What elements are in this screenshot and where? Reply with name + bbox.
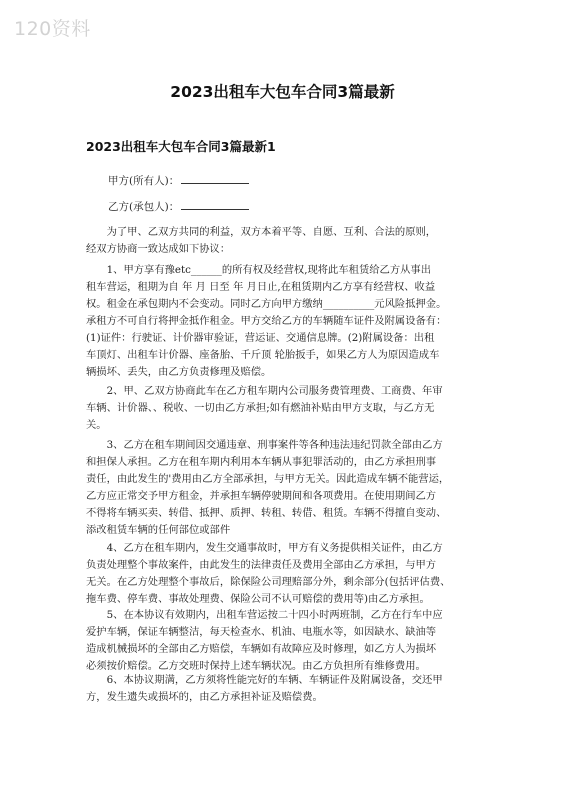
paragraph-line: 4、乙方在租车期内，发生交通事故时，甲方有义务提供相关证件，由乙方 — [86, 542, 443, 554]
paragraph-line: 不得将车辆买卖、转借、抵押、质押、转租、转借、租赁。车辆不得擅自变动、 — [86, 507, 447, 519]
paragraph-clause-6 — [86, 672, 480, 706]
party-b-blank — [181, 199, 249, 210]
paragraph-line: 权。租金在承包期内不会变动。同时乙方向甲方缴纳__________元风险抵押金。 — [86, 298, 447, 310]
paragraph-line: 1、甲方享有豫etc______的所有权及经营权,现将此车租赁给乙方从事出 — [86, 264, 432, 276]
paragraph-line: 爱护车辆，保证车辆整洁，每天检查水、机油、电瓶水等，如因缺水、缺油等 — [86, 626, 437, 638]
party-b-line — [108, 199, 249, 214]
paragraph-line: 拖车费、停车费、事故处理费、保险公司不认可赔偿的费用等)由乙方承担。 — [86, 593, 430, 605]
paragraph-line: 辆损坏、丢失，由乙方负责修理及赔偿。 — [86, 366, 272, 378]
paragraph-line: 6、本协议期满，乙方须将性能完好的车辆、车辆证件及附属设备，交还甲 — [86, 674, 443, 686]
paragraph-clause-1 — [86, 262, 480, 381]
paragraph-line: 无关。在乙方处理整个事故后，除保险公司理赔部分外，剩余部分(包括评估费、 — [86, 576, 451, 588]
paragraph-line: 必须按价赔偿。乙方交班时保持上述车辆状况。由乙方负担所有维修费用。 — [86, 660, 426, 672]
paragraph-line: 车辆、计价器、、税收、一切由乙方承担;如有燃油补贴由甲方支取，与乙方无 — [86, 402, 435, 414]
paragraph-line: (1)证件：行驶证、计价器审验证，营运证、交通信息牌。(2)附属设备：出租 — [86, 332, 435, 344]
paragraph-intro — [86, 224, 480, 258]
paragraph-line: 承租方不可自行将押金抵作租金。甲方交给乙方的车辆随车证件及附属设备有： — [86, 315, 447, 327]
paragraph-clause-2 — [86, 383, 480, 434]
paragraph-line: 责任，由此发生的'费用由乙方全部承担，与甲方无关。因此造成车辆不能营运， — [86, 473, 450, 485]
paragraph-line: 租车营运，租期为自 年 月 日至 年 月日止,在租赁期内乙方享有经营权、收益 — [86, 281, 436, 293]
section-title: 2023出租车大包车合同3篇最新1 — [86, 139, 276, 154]
paragraph-line: 3、乙方在租车期间因交通违章、刑事案件等各种违法违纪罚款全部由乙方 — [86, 439, 443, 451]
watermark-logo: 120资料 — [14, 18, 91, 40]
paragraph-line: 5、在本协议有效期内，出租车营运按二十四小时两班制，乙方在行车中应 — [86, 609, 443, 621]
paragraph-line: 2、甲、乙双方协商此车在乙方租车期内公司服务费管理费、工商费、年审 — [86, 385, 443, 397]
party-a-blank — [181, 173, 249, 184]
paragraph-line: 方，发生遗失或损坏的，由乙方承担补证及赔偿费。 — [86, 691, 323, 703]
paragraph-line: 车顶灯、出租车计价器、座备胎、千斤顶 轮胎扳手，如果乙方人为原因造成车 — [86, 349, 440, 361]
paragraph-line: 关。 — [86, 419, 107, 431]
paragraph-line: 负责处理整个事故案件，由此发生的法律责任及费用全部由乙方承担，与甲方 — [86, 559, 437, 571]
paragraph-line: 经双方协商一致达成如下协议： — [86, 243, 231, 255]
party-b-label: 乙方(承包人)： — [108, 201, 180, 213]
paragraph-clause-4 — [86, 540, 480, 608]
paragraph-line: 乙方应正常交予甲方租金，并承担车辆停驶期间和各项费用。在使用期间乙方 — [86, 490, 437, 502]
paragraph-clause-5 — [86, 607, 480, 675]
party-a-label: 甲方(所有人)： — [108, 175, 180, 187]
document-title: 2023出租车大包车合同3篇最新 — [170, 83, 395, 101]
paragraph-line: 和担保人承担。乙方在租车期内利用本车辆从事犯罪活动的，由乙方承担刑事 — [86, 456, 437, 468]
party-a-line — [108, 173, 249, 188]
paragraph-line: 造成机械损坏的全部由乙方赔偿，车辆如有故障应及时修理，如乙方人为损坏 — [86, 643, 437, 655]
paragraph-line: 为了甲、乙双方共同的利益，双方本着平等、自愿、互利、合法的原则， — [86, 226, 437, 238]
paragraph-clause-3 — [86, 437, 480, 539]
paragraph-line: 添改租赁车辆的任何部位或部件 — [86, 524, 231, 536]
